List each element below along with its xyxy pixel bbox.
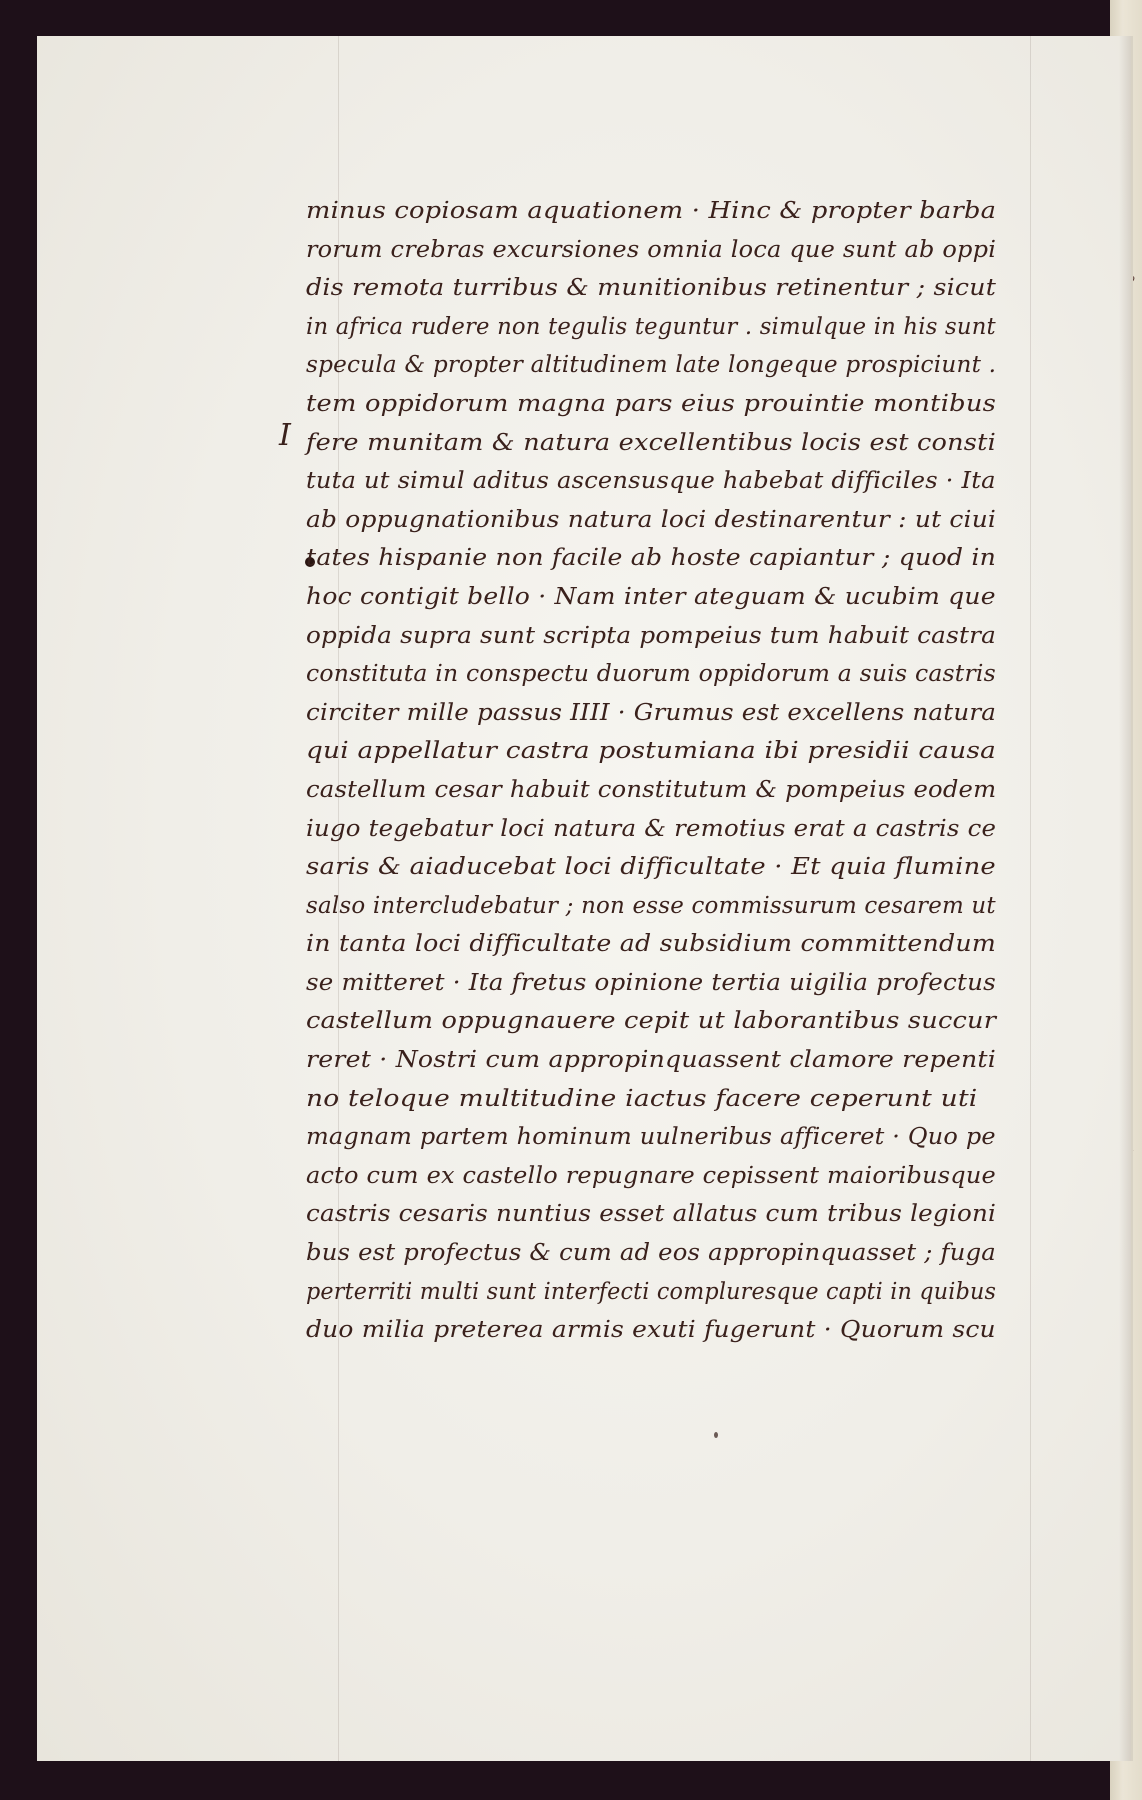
- manuscript-line: in tanta loci difficultate ad subsidium committendum: [306, 931, 996, 958]
- manuscript-line: no teloque multitudine iactus facere ceperunt uti: [306, 1085, 978, 1112]
- manuscript-line: qui appellatur castra postumiana ibi presidii causa: [306, 738, 996, 765]
- manuscript-line: tuta ut simul aditus ascensusque habebat difficiles · Ita: [306, 468, 996, 495]
- manuscript-line: saris & aiaducebat loci difficultate · Et quia flumine: [306, 854, 996, 881]
- manuscript-line: oppida supra sunt scripta pompeius tum habuit castra: [306, 622, 996, 649]
- manuscript-line: castellum oppugnauere cepit ut laborantibus succur: [306, 1008, 997, 1035]
- manuscript-line: castris cesaris nuntius esset allatus cum tribus legioni: [306, 1201, 997, 1228]
- manuscript-line: rorum crebras excursiones omnia loca que sunt ab oppi: [306, 236, 997, 263]
- manuscript-line: specula & propter altitudinem late longeque prospiciunt .: [306, 352, 997, 379]
- initial-letter: I: [279, 418, 291, 453]
- manuscript-line: hoc contigit bello · Nam inter ateguam & ucubim que: [306, 583, 996, 610]
- manuscript-line: perterriti multi sunt interfecti compluresque capti in quibus: [306, 1278, 997, 1305]
- manuscript-line: tates hispanie non facile ab hoste capiantur ; quod in: [306, 545, 997, 572]
- ink-stain-mark: [714, 1432, 718, 1438]
- manuscript-line: dis remota turribus & munitionibus retinentur ; sicut: [306, 275, 997, 302]
- manuscript-line: tem oppidorum magna pars eius prouintie montibus: [306, 390, 996, 417]
- manuscript-line: circiter mille passus IIII · Grumus est excellens natura: [306, 699, 997, 726]
- manuscript-line: iugo tegebatur loci natura & remotius erat a castris ce: [306, 815, 997, 842]
- manuscript-line: ab oppugnationibus natura loci destinarentur : ut ciui: [306, 506, 997, 533]
- manuscript-line: in africa rudere non tegulis teguntur . simulque in his sunt: [306, 313, 996, 340]
- gutter-shadow: [1119, 36, 1131, 1761]
- manuscript-line: duo milia preterea armis exuti fugerunt · Quorum scu: [306, 1317, 996, 1344]
- manuscript-line: bus est profectus & cum ad eos appropinquasset ; fuga: [306, 1240, 996, 1267]
- manuscript-line: se mitteret · Ita fretus opinione tertia uigilia profectus: [306, 969, 996, 996]
- manuscript-line: constituta in conspectu duorum oppidorum a suis castris: [306, 661, 996, 688]
- manuscript-text-block: [306, 192, 996, 1350]
- manuscript-line: castellum cesar habuit constitutum & pompeius eodem: [306, 776, 997, 803]
- manuscript-line: reret · Nostri cum appropinquassent clamore repenti: [306, 1047, 996, 1074]
- manuscript-line: minus copiosam aquationem · Hinc & propter barba: [306, 198, 997, 224]
- manuscript-line: fere munitam & natura excellentibus locis est consti: [306, 429, 997, 456]
- manuscript-line: salso intercludebatur ; non esse commissurum cesarem ut: [306, 892, 996, 919]
- manuscript-line: magnam partem hominum uulneribus afficeret · Quo pe: [306, 1124, 996, 1151]
- right-ruling-line: [1030, 36, 1031, 1761]
- manuscript-line: acto cum ex castello repugnare cepissent maioribusque: [306, 1162, 996, 1189]
